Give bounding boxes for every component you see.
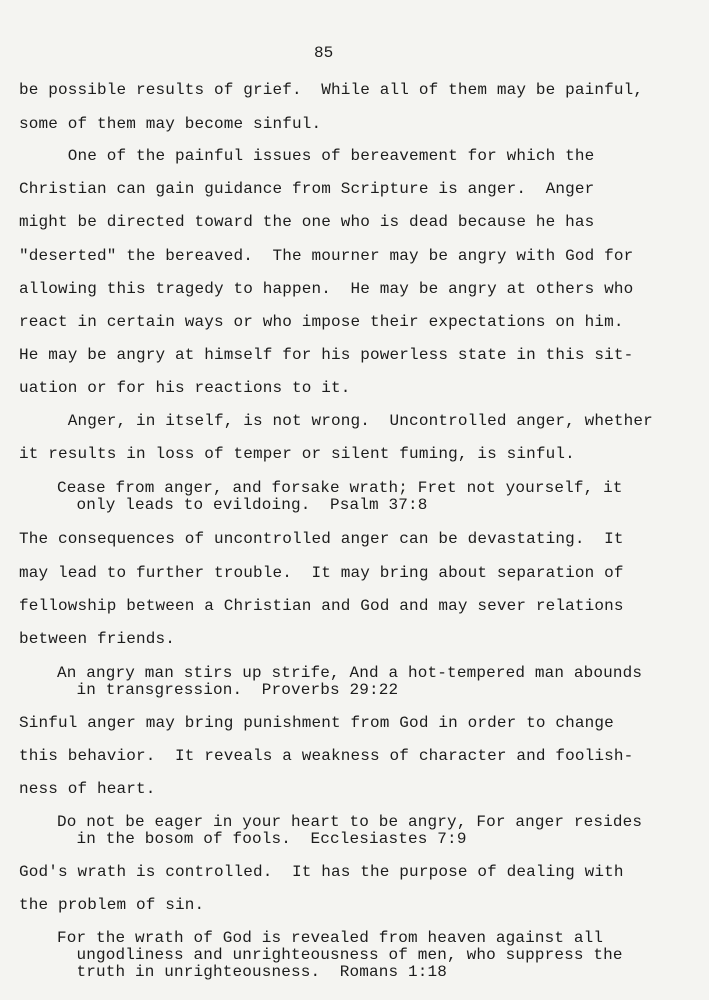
- page-number: 85: [314, 44, 334, 62]
- body-line: Christian can gain guidance from Scripture is anger. Anger: [19, 180, 595, 198]
- body-line: ness of heart.: [19, 780, 156, 798]
- body-line: Anger, in itself, is not wrong. Uncontrolled anger, whether: [19, 412, 653, 430]
- scripture-quote-line: Cease from anger, and forsake wrath; Fret not yourself, it: [57, 479, 623, 497]
- body-line: react in certain ways or who impose their expectations on him.: [19, 313, 624, 331]
- body-line: Sinful anger may bring punishment from God in order to change: [19, 714, 614, 732]
- scripture-quote-line: only leads to evildoing. Psalm 37:8: [57, 496, 428, 514]
- scripture-quote-line: For the wrath of God is revealed from heaven against all: [57, 929, 604, 947]
- body-line: One of the painful issues of bereavement for which the: [19, 147, 595, 165]
- body-line: this behavior. It reveals a weakness of character and foolish-: [19, 747, 634, 765]
- scripture-quote-line: An angry man stirs up strife, And a hot-tempered man abounds: [57, 664, 643, 682]
- body-line: may lead to further trouble. It may bring about separation of: [19, 564, 624, 582]
- scripture-quote-line: Do not be eager in your heart to be angry, For anger resides: [57, 813, 643, 831]
- scripture-quote-line: ungodliness and unrighteousness of men, who suppress the: [57, 946, 623, 964]
- body-line: God's wrath is controlled. It has the purpose of dealing with: [19, 863, 624, 881]
- scripture-quote-line: in the bosom of fools. Ecclesiastes 7:9: [57, 830, 467, 848]
- scripture-quote-line: in transgression. Proverbs 29:22: [57, 681, 399, 699]
- body-line: uation or for his reactions to it.: [19, 379, 351, 397]
- scripture-quote-line: truth in unrighteousness. Romans 1:18: [57, 963, 448, 981]
- body-line: the problem of sin.: [19, 896, 205, 914]
- body-line: it results in loss of temper or silent fuming, is sinful.: [19, 445, 575, 463]
- body-line: "deserted" the bereaved. The mourner may be angry with God for: [19, 247, 634, 265]
- body-line: allowing this tragedy to happen. He may be angry at others who: [19, 280, 634, 298]
- body-line: fellowship between a Christian and God and may sever relations: [19, 597, 624, 615]
- body-line: He may be angry at himself for his powerless state in this sit-: [19, 346, 634, 364]
- body-line: be possible results of grief. While all of them may be painful,: [19, 81, 644, 99]
- body-line: between friends.: [19, 630, 176, 648]
- body-line: might be directed toward the one who is dead because he has: [19, 213, 595, 231]
- body-line: The consequences of uncontrolled anger can be devastating. It: [19, 530, 624, 548]
- body-line: some of them may become sinful.: [19, 115, 322, 133]
